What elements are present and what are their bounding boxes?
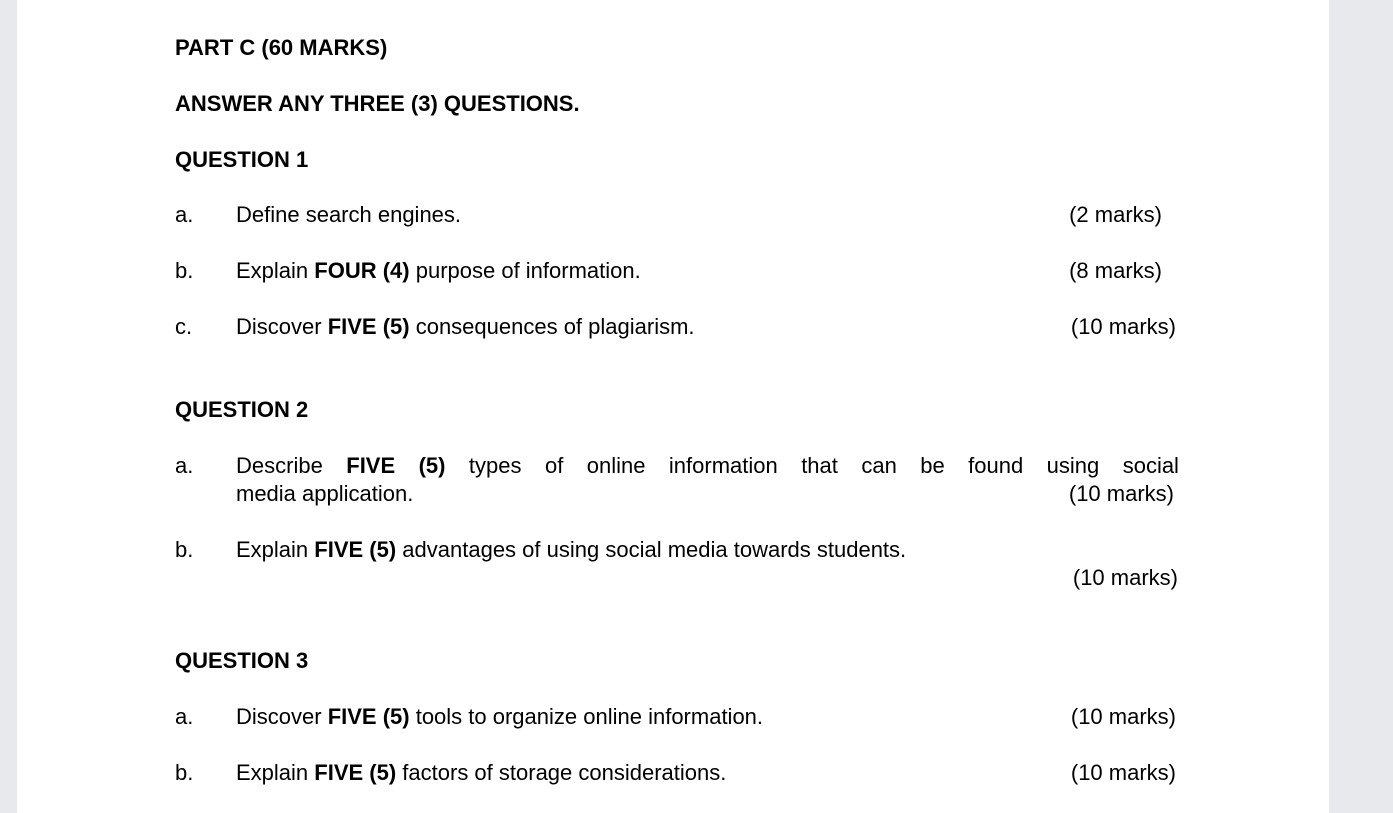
- question-2-title: QUESTION 2: [175, 397, 309, 422]
- q3b-letter: b.: [175, 760, 194, 785]
- question-1-title: QUESTION 1: [175, 147, 309, 172]
- q3a-marks: (10 marks): [1070, 704, 1176, 729]
- q2b-letter: b.: [175, 537, 194, 562]
- part-heading: PART C (60 MARKS): [175, 35, 388, 60]
- q2a-text-line1: Describe FIVE (5) types of online information that can be found using social: [236, 453, 1179, 478]
- q1b-marks: (8 marks): [1069, 258, 1162, 283]
- q1a-text: Define search engines.: [236, 202, 462, 227]
- q1a-marks: (2 marks): [1069, 202, 1162, 227]
- q3b-text: Explain FIVE (5) factors of storage considerations.: [236, 760, 727, 785]
- q1a-letter: a.: [175, 202, 194, 227]
- q2a-text-line2: media application.: [236, 481, 414, 506]
- q2b-marks: (10 marks): [1072, 565, 1178, 590]
- q3a-letter: a.: [175, 704, 194, 729]
- q2b-text: Explain FIVE (5) advantages of using social media towards students.: [236, 537, 907, 562]
- q3b-marks: (10 marks): [1070, 760, 1176, 785]
- question-3-title: QUESTION 3: [175, 648, 309, 673]
- instruction: ANSWER ANY THREE (3) QUESTIONS.: [175, 91, 580, 116]
- q1c-marks: (10 marks): [1070, 314, 1176, 339]
- q3a-text: Discover FIVE (5) tools to organize online information.: [236, 704, 764, 729]
- q1b-text: Explain FOUR (4) purpose of information.: [236, 258, 641, 283]
- q2a-letter: a.: [175, 453, 194, 478]
- document-page: [17, 0, 1329, 813]
- q1c-letter: c.: [175, 314, 193, 339]
- q2a-marks: (10 marks): [1068, 481, 1174, 506]
- q1b-letter: b.: [175, 258, 194, 283]
- q1c-text: Discover FIVE (5) consequences of plagiarism.: [236, 314, 695, 339]
